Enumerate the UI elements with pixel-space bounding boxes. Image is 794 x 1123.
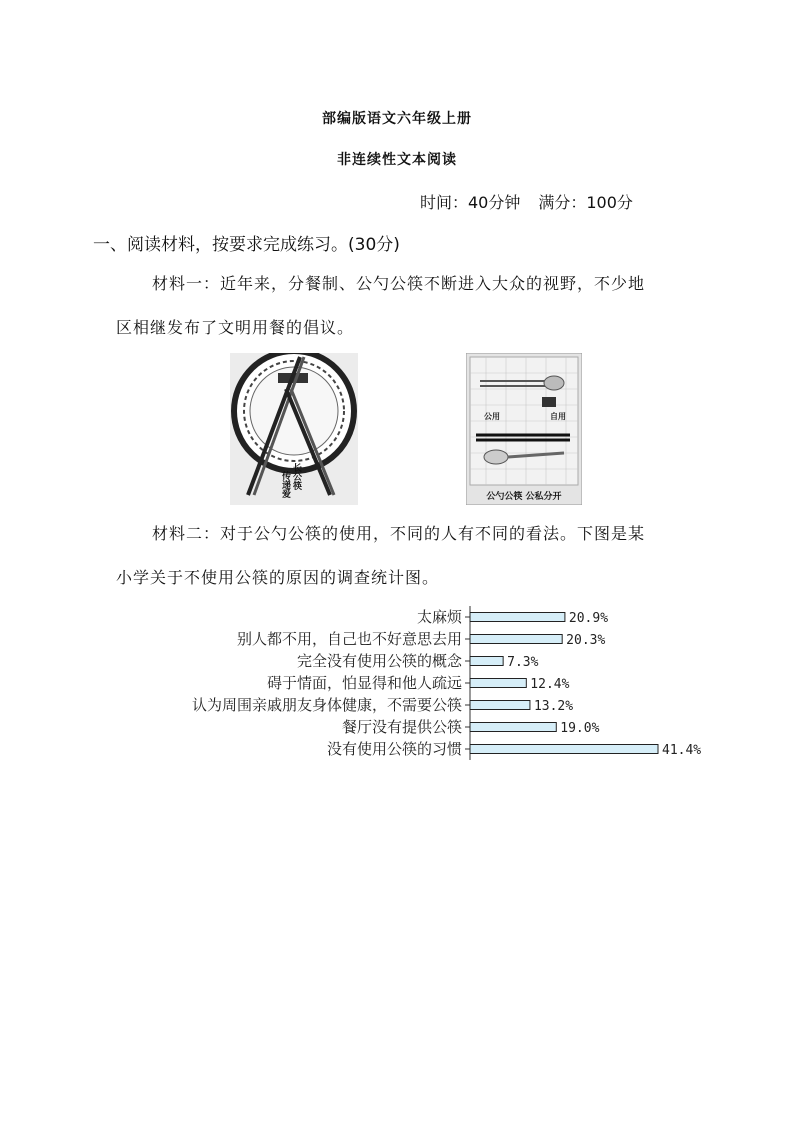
chart-bar <box>470 723 556 732</box>
chart-bar <box>470 613 565 622</box>
material2-text-line1: ：对于公勺公筷的使用，不同的人有不同的看法。下图是某 <box>203 524 646 543</box>
time-limit: 时间：40分钟 <box>420 193 521 212</box>
material2-label: 材料二 <box>152 524 204 543</box>
chart-category-label: 完全没有使用公筷的概念 <box>296 652 462 670</box>
chart-value-label: 19.0% <box>560 721 600 736</box>
chart-value-label: 12.4% <box>530 677 570 692</box>
full-score: 满分：100分 <box>538 193 633 212</box>
material2-text-line2: 小学关于不使用公筷的原因的调查统计图。 <box>116 568 440 587</box>
chart-category-label: 碍于情面，怕显得和他人疏远 <box>266 674 462 692</box>
material1-text-line2: 区相继发布了文明用餐的倡议。 <box>116 318 355 337</box>
chart-category-label: 太麻烦 <box>416 608 462 626</box>
chart-category-label: 餐厅没有提供公筷 <box>341 718 462 736</box>
chart-bar <box>470 701 530 710</box>
chart-category-label: 认为周围亲戚朋友身体健康，不需要公筷 <box>191 696 462 714</box>
chart-category-label: 别人都不用，自己也不好意思去用 <box>236 630 462 648</box>
material1-text-line1: ：近年来，分餐制、公勺公筷不断进入大众的视野，不少地 <box>203 274 646 293</box>
material1-label: 材料一 <box>152 274 204 293</box>
section-heading: 一、阅读材料，按要求完成练习。(30分) <box>93 235 400 255</box>
chart-bar <box>470 657 503 666</box>
material1-paragraph <box>116 262 716 350</box>
image2-tag-public: 公用 <box>484 411 500 421</box>
chart-bar <box>470 745 658 754</box>
image2-caption: 公勺公筷 公私分开 <box>486 492 562 502</box>
public-utensils-image <box>466 353 582 505</box>
chart-value-label: 41.4% <box>662 743 702 758</box>
survey-bar-chart <box>100 600 740 770</box>
image1-caption-col1: 长公筷 <box>291 463 301 490</box>
chart-value-label: 13.2% <box>533 699 574 714</box>
material2-paragraph <box>116 512 716 600</box>
doc-title: 部编版语文六年级上册 <box>322 111 472 127</box>
chart-bar <box>470 635 562 644</box>
chart-value-label: 7.3% <box>507 655 539 670</box>
chart-bar <box>470 679 526 688</box>
chart-category-label: 没有使用公筷的习惯 <box>326 740 462 758</box>
doc-subtitle: 非连续性文本阅读 <box>337 152 457 168</box>
image1-caption-col2: 传递爱 <box>280 471 290 498</box>
time-score-info <box>420 190 651 213</box>
image2-tag-private: 自用 <box>550 411 566 421</box>
chart-value-label: 20.3% <box>566 633 606 648</box>
chopsticks-plate-image <box>230 353 358 505</box>
chart-value-label: 20.9% <box>568 611 609 626</box>
